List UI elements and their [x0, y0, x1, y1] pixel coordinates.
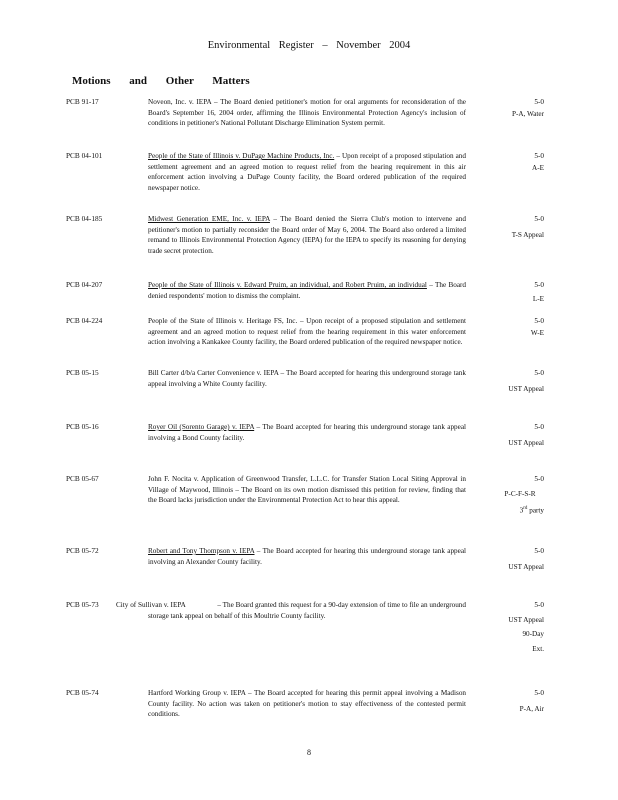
case-category: T-S Appeal — [511, 230, 544, 239]
case-text: – Upon receipt of a proposed stipulation and settlement agreement and an agreed motion to request relief from the hearing requirement in this air enforcement action involving a DuPage County facility, the Board ordered publication of the required newspaper notice. — [148, 152, 466, 192]
entry-pcb-05-67 — [66, 474, 544, 515]
case-text: – The Board accepted for hearing this underground storage tank appeal involving a White County facility. — [148, 369, 466, 388]
case-text: – The Board granted this request for a 90-day extension of time to file an underground storage tank appeal on behalf of this Moultrie County facility. — [148, 601, 466, 620]
case-category-ext: Ext. — [532, 644, 544, 653]
vote-category — [464, 600, 544, 655]
entry-pcb-05-16 — [66, 422, 544, 447]
entry-pcb-05-15 — [66, 368, 544, 393]
case-category: L-E — [532, 294, 544, 303]
case-text: – Upon receipt of a proposed stipulation and settlement agreement and an agreed motion to request relief from the hearing requirement in this water enforcement action involving a Kankakee County facility, the Board ordered publication of the required newspaper notice. — [148, 317, 466, 346]
vote-category — [464, 214, 544, 241]
entry-description — [148, 474, 466, 506]
docket-number: PCB 05-16 — [66, 422, 99, 431]
case-text: – The Board on its own motion dismissed this petition for review, finding that the Board lacks jurisdiction under the Environmental Protection Act to hear this appeal. — [148, 485, 466, 504]
case-parties: People of the State of Illinois v. Edward Pruim, an individual, and Robert Pruim, an individual — [148, 281, 427, 289]
docket-number: PCB 04-101 — [66, 151, 103, 160]
case-parties: Royer Oil (Sorento Garage) v. IEPA — [148, 423, 255, 431]
entry-description — [148, 280, 466, 301]
case-parties: Noveon, Inc. v. IEPA — [148, 98, 212, 106]
case-category: UST Appeal — [508, 562, 544, 571]
docket-number: PCB 04-224 — [66, 316, 103, 325]
docket-number: PCB 05-67 — [66, 474, 99, 483]
vote-category — [464, 474, 544, 517]
vote-category — [464, 280, 544, 305]
case-text: – The Board denied petitioner's motion for oral arguments for reconsideration of the Board's September 16, 2004 order, affirming the Illinois Environmental Protection Agency's inclusion of conditions in petitioner's National Pollutant Discharge Elimination System permit. — [148, 98, 466, 127]
entry-pcb-05-74 — [66, 688, 544, 718]
case-parties: Bill Carter d/b/a Carter Convenience v. IEPA — [148, 369, 279, 377]
case-parties: City of Sullivan v. IEPA — [116, 601, 186, 609]
case-category-party: 3rd party — [519, 506, 544, 515]
board-vote: 5-0 — [534, 152, 544, 160]
case-category-extension: 90-Day — [522, 630, 544, 638]
case-text: – The Board accepted for hearing this underground storage tank appeal involving a Bond County facility. — [148, 423, 467, 442]
vote-category — [464, 688, 544, 715]
entry-description — [148, 368, 466, 389]
entry-description — [148, 97, 466, 129]
entry-description — [148, 316, 466, 348]
case-parties: Midwest Generation EME, Inc. v. IEPA — [148, 215, 270, 223]
board-vote: 5-0 — [534, 98, 544, 106]
entry-pcb-91-17 — [66, 97, 544, 127]
case-parties: Robert and Tony Thompson v. IEPA — [148, 547, 255, 555]
entry-pcb-05-73 — [66, 600, 544, 653]
docket-number: PCB 04-207 — [66, 280, 103, 289]
case-category: W-E — [530, 328, 544, 337]
entry-description — [148, 422, 466, 443]
entry-pcb-04-101 — [66, 151, 544, 192]
vote-category — [464, 151, 544, 174]
case-text: – The Board accepted for hearing this permit appeal involving a Madison County facility. No action was taken on petitioner's motion to stay effectiveness of the contested permit conditions. — [148, 689, 467, 718]
board-vote: 5-0 — [534, 547, 544, 555]
page-header: Environmental Register – November 2004 — [207, 40, 411, 51]
entry-description — [116, 600, 466, 621]
vote-category — [464, 546, 544, 573]
case-category: P-A, Air — [519, 704, 544, 713]
entry-description — [148, 546, 466, 567]
page-number: 8 — [307, 748, 311, 757]
case-category: UST Appeal — [508, 384, 544, 393]
board-vote: 5-0 — [534, 369, 544, 377]
board-vote: 5-0 — [534, 317, 544, 325]
entry-pcb-04-224 — [66, 316, 544, 346]
board-vote: 5-0 — [534, 423, 544, 431]
entry-description — [148, 151, 466, 193]
docket-number: PCB 91-17 — [66, 97, 99, 106]
board-vote: 5-0 — [534, 689, 544, 697]
case-category: P-A, Water — [511, 109, 544, 118]
case-category: UST Appeal — [508, 438, 544, 447]
case-parties: People of the State of Illinois v. Heritage FS, Inc. — [148, 317, 298, 325]
docket-number: PCB 05-74 — [66, 688, 99, 697]
case-category: UST Appeal — [508, 615, 544, 624]
entry-description — [148, 688, 466, 720]
board-vote: 5-0 — [534, 281, 544, 289]
entry-pcb-05-72 — [66, 546, 544, 571]
vote-category — [464, 97, 544, 120]
board-vote: 5-0 — [534, 475, 544, 483]
docket-number: PCB 05-15 — [66, 368, 99, 377]
vote-category — [464, 422, 544, 449]
case-parties: Hartford Working Group v. IEPA — [148, 689, 246, 697]
board-vote: 5-0 — [534, 215, 544, 223]
docket-number: PCB 04-185 — [66, 214, 103, 223]
docket-number: PCB 05-72 — [66, 546, 99, 555]
docket-number: PCB 05-73 — [66, 600, 99, 609]
board-vote: 5-0 — [534, 601, 544, 609]
case-text: – The Board denied respondents' motion to dismiss the complaint. — [148, 281, 467, 300]
case-category: A-E — [532, 163, 544, 172]
entry-pcb-04-185 — [66, 214, 544, 255]
case-parties: People of the State of Illinois v. DuPage Machine Products, Inc. — [148, 152, 335, 160]
entry-pcb-04-207 — [66, 280, 544, 303]
vote-category — [464, 368, 544, 395]
case-parties: John F. Nocita v. Application of Greenwood Transfer, L.L.C. for Transfer Station Local Siting Approval in Village of Maywood, Illinois — [148, 475, 466, 494]
case-text: – The Board accepted for hearing this underground storage tank appeal involving an Alexander County facility. — [148, 547, 467, 566]
entry-description — [148, 214, 466, 256]
section-title: Motions and Other Matters — [72, 75, 250, 87]
case-category: P-C-F-S-R — [504, 489, 536, 498]
vote-category — [464, 316, 544, 339]
case-text: – The Board denied the Sierra Club's motion to intervene and petitioner's motion to partially reconsider the Board order of May 6, 2004. The Board also ordered a limited remand to Illinois Environmental Protection Agency (IEPA) for the IEPA to specify its reasoning for denying trade secret protection. — [148, 215, 466, 255]
